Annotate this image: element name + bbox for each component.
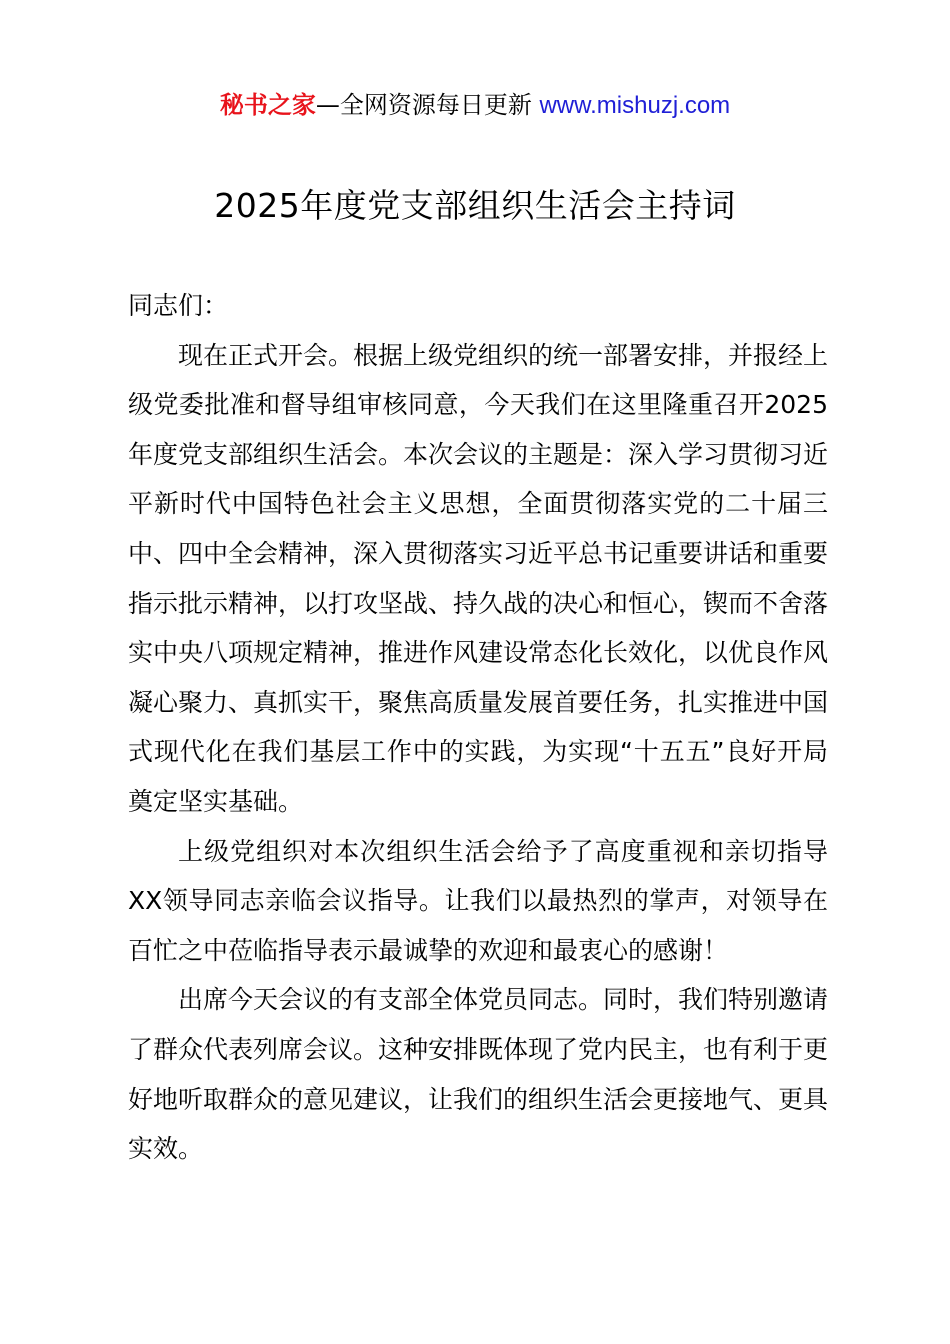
site-url-link[interactable]: www.mishuzj.com xyxy=(539,92,731,119)
salutation: 同志们： xyxy=(128,291,229,320)
document-body xyxy=(128,281,828,1174)
site-header xyxy=(0,88,950,123)
paragraph-guidance: 上级党组织对本次组织生活会给予了高度重视和亲切指导XX领导同志亲临会议指导。让我们以最热烈的掌声，对领导在百忙之中莅临指导表示最诚挚的欢迎和最衷心的感谢！ xyxy=(128,836,828,965)
paragraph-opening: 现在正式开会。根据上级党组织的统一部署安排，并报经上级党委批准和督导组审核同意，今天我们在这里隆重召开2025年度党支部组织生活会。本次会议的主题是：深入学习贯彻习近平新时代中国特色社会主义思想，全面贯彻落实党的二十届三中、四中全会精神，深入贯彻落实习近平总书记重要讲话和重要指示批示精神，以打攻坚战、持久战的决心和恒心，锲而不舍落实中央八项规定精神，推进作风建设常态化长效化，以优良作风凝心聚力、真抓实干，聚焦高质量发展首要任务，扎实推进中国式现代化在我们基层工作中的实践，为实现“十五五”良好开局奠定坚实基础。 xyxy=(128,340,829,816)
paragraph-attendance: 出席今天会议的有支部全体党员同志。同时，我们特别邀请了群众代表列席会议。这种安排既体现了党内民主，也有利于更好地听取群众的意见建议，让我们的组织生活会更接地气、更具实效。 xyxy=(128,985,829,1164)
site-tagline: —全网资源每日更新 xyxy=(315,91,540,119)
site-brand: 秘书之家 xyxy=(219,91,316,119)
document-title: 2025年度党支部组织生活会主持词 xyxy=(214,186,736,225)
